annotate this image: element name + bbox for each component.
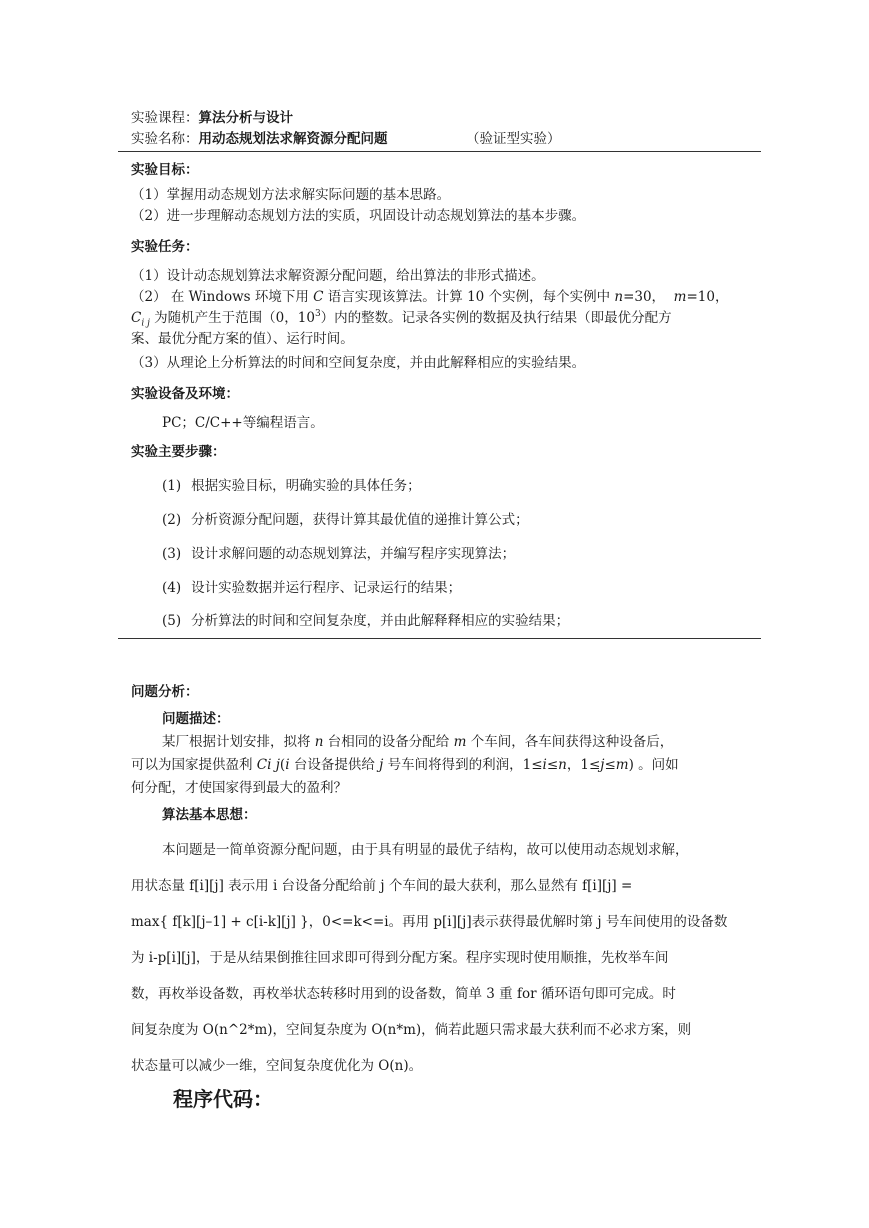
desc-text: ，1≤	[566, 757, 601, 773]
analysis-heading: 问题分析：	[131, 684, 199, 700]
tasks-heading: 实验任务：	[131, 239, 199, 255]
desc-text: 号车间将得到的利润，1≤	[383, 757, 543, 773]
desc-text: ) 。问如	[628, 757, 679, 773]
algo-heading: 算法基本思想：	[162, 807, 257, 823]
desc-heading: 问题描述：	[162, 711, 230, 727]
task2-sup: 3	[314, 309, 321, 319]
desc-var: j	[379, 757, 384, 773]
desc-var: n	[558, 757, 567, 773]
task-item-2-line3: 案、最优分配方案的值）、运行时间。	[131, 331, 354, 347]
task-item-2-line2	[131, 309, 672, 328]
step-item	[162, 612, 569, 631]
step-item	[162, 511, 529, 530]
experiment-label: 实验名称：	[131, 131, 199, 147]
step-item	[162, 477, 421, 496]
header-divider	[118, 151, 761, 152]
step-text: 分析算法的时间和空间复杂度，并由此解释释相应的实验结果；	[191, 613, 570, 629]
step-item	[162, 545, 515, 564]
algo-line: 状态量可以减少一维，空间复杂度优化为 O(n)。	[131, 1058, 423, 1074]
algo-line: 数，再枚举设备数，再枚举状态转移时用到的设备数，简单 3 重 for 循环语句即可完成。时	[131, 986, 676, 1002]
desc-var: j	[600, 757, 605, 773]
desc-var: i	[542, 757, 547, 773]
desc-var: n	[314, 734, 324, 750]
desc-text: 某厂根据计划安排，拟将	[162, 734, 315, 750]
course-line	[131, 109, 293, 128]
steps-heading: 实验主要步骤：	[131, 444, 226, 460]
steps-divider	[118, 638, 761, 639]
desc-var: i	[285, 757, 290, 773]
desc-text: 台相同的设备分配给	[323, 734, 454, 750]
step-number: (5)	[162, 613, 182, 629]
algo-line: 间复杂度为 O(n^2*m)，空间复杂度为 O(n*m)，倘若此题只需求最大获利而不必求方案，则	[131, 1022, 692, 1038]
desc-line-3: 何分配，才使国家得到最大的盈利？	[131, 780, 347, 796]
desc-text: (	[279, 757, 286, 773]
task2-m-value: =10，	[686, 289, 729, 305]
step-item	[162, 579, 461, 598]
algo-line: 本问题是一简单资源分配问题，由于具有明显的最优子结构，故可以使用动态规划求解，	[162, 842, 689, 858]
desc-text: ≤	[546, 757, 559, 773]
step-number: (4)	[162, 580, 182, 596]
task-item-2-line1	[131, 288, 728, 307]
task2-c: C	[313, 289, 324, 305]
task2-m: m	[673, 289, 687, 305]
env-heading: 实验设备及环境：	[131, 386, 239, 402]
goal-item: （2）进一步理解动态规划方法的实质，巩固设计动态规划算法的基本步骤。	[131, 208, 586, 224]
desc-var: m	[453, 734, 467, 750]
desc-text: 个车间，各车间获得这种设备后，	[466, 734, 674, 750]
task2-cij-sub: i j	[141, 318, 150, 329]
course-label: 实验课程：	[131, 110, 199, 126]
course-name: 算法分析与设计	[198, 110, 293, 126]
task2-text: （2） 在 Windows 环境下用	[131, 289, 314, 305]
task-item-3: （3）从理论上分析算法的时间和空间复杂度，并由此解释相应的实验结果。	[131, 355, 586, 371]
desc-text: ≤	[604, 757, 616, 773]
code-heading: 程序代码：	[173, 1087, 273, 1111]
task2-text: 为随机产生于范围（0，10	[149, 310, 315, 326]
task2-text: ）内的整数。记录各实例的数据及执行结果（即最优分配方	[320, 310, 672, 326]
experiment-type: （验证型实验）	[466, 131, 561, 147]
task2-n: n	[614, 289, 624, 305]
step-text: 分析资源分配问题，获得计算其最优值的递推计算公式；	[191, 512, 529, 528]
step-number: (3)	[162, 546, 182, 562]
algo-line: max{ f[k][j–1] + c[i-k][j] }，0<=k<=i。再用 p[i][j]表示获得最优解时第 j 号车间使用的设备数	[131, 914, 728, 930]
goal-item: （1）掌握用动态规划方法求解实际问题的基本思路。	[131, 187, 451, 203]
task-item-1: （1）设计动态规划算法求解资源分配问题，给出算法的非形式描述。	[131, 268, 545, 284]
env-text: PC；C/C++等编程语言。	[162, 415, 324, 431]
task2-text: 语言实现该算法。计算 10 个实例，每个实例中	[323, 289, 615, 305]
step-number: (2)	[162, 512, 182, 528]
algo-line: 为 i-p[i][j]，于是从结果倒推往回求即可得到分配方案。程序实现时使用顺推，先枚举车间	[131, 950, 669, 966]
desc-var: m	[615, 757, 629, 773]
task2-cij: C	[131, 310, 142, 326]
desc-text: 可以为国家提供盈利	[131, 757, 257, 773]
goals-heading: 实验目标：	[131, 162, 199, 178]
step-number: (1)	[162, 478, 182, 494]
desc-line-1	[162, 733, 673, 752]
desc-text: 台设备提供给	[289, 757, 380, 773]
step-text: 根据实验目标，明确实验的具体任务；	[191, 478, 421, 494]
desc-line-2	[131, 756, 679, 775]
experiment-name: 用动态规划法求解资源分配问题	[198, 131, 388, 147]
algo-line: 用状态量 f[i][j] 表示用 i 台设备分配给前 j 个车间的最大获利，那么显然有 f[i][j] =	[131, 878, 633, 894]
step-text: 设计求解问题的动态规划算法，并编写程序实现算法；	[191, 546, 516, 562]
task2-n-value: =30，	[623, 289, 666, 305]
step-text: 设计实验数据并运行程序、记录运行的结果；	[191, 580, 462, 596]
desc-var: Ci j	[256, 757, 280, 773]
experiment-line	[131, 130, 388, 149]
